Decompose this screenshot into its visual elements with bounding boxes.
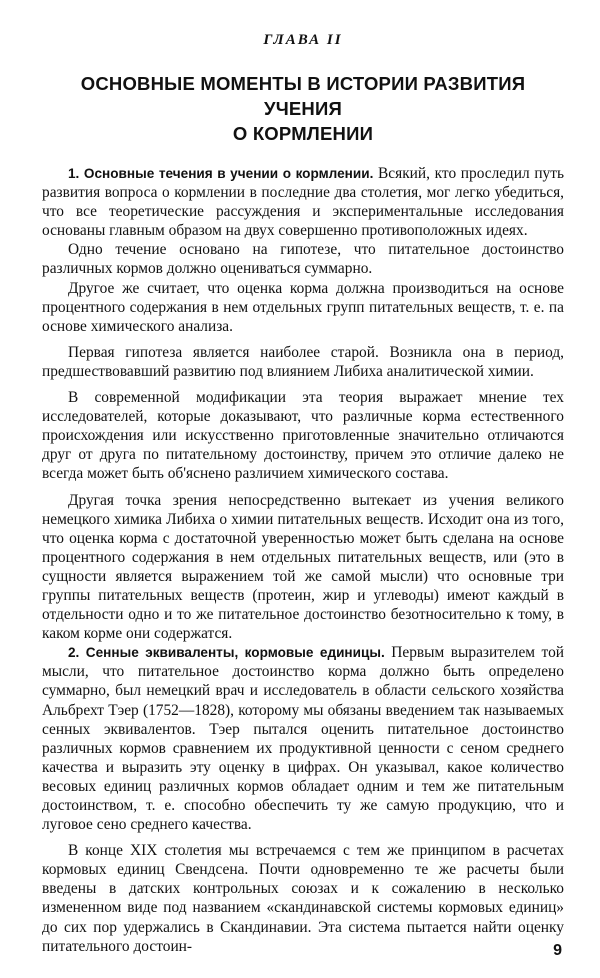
paragraph-2: Одно течение основано на гипотезе, что питательное достоинство различных кормов должно оцениваться суммарно. <box>42 241 564 278</box>
paragraph-5: В современной модификации эта теория выражает мнение тех исследователей, которые доказывают, что различные корма естественного происхождения или искусственно приготовленные значительно отличаются друг от друга по питательному достоинству, причем это отличие далеко не всегда может быть об'яснено различием химического состава. <box>42 389 564 483</box>
paragraph-4: Первая гипотеза является наиболее старой. Возникла она в период, предшествовавший развитию под влиянием Либиха аналитической химии. <box>42 343 564 380</box>
paragraph-7 <box>42 643 564 834</box>
paragraph-3: Другое же считает, что оценка корма должна производиться на основе процентного содержания в нем отдельных групп питательных веществ, т. е. па основе химического анализа. <box>42 279 564 335</box>
section-heading-1: 1. Основные течения в учении о кормлении. <box>68 166 374 181</box>
paragraph-1 <box>42 164 564 240</box>
chapter-title-line-2: О КОРМЛЕНИИ <box>232 123 374 144</box>
body-text <box>42 164 564 956</box>
paragraph-7-text: Первым выразителем той мысли, что питательное достоинство корма должно быть определено суммарно, был немецкий врач и исследователь в области сельского хозяйства Альбрехт Тэер (1752—1828), которому мы обязаны введением так называемых сенных эквивалентов. Тэер пытался оценить питательное достоинство различных кормов сравнением их продуктивной ценности с сеном среднего качества и выразить эту оценку в цифрах. Он указывал, какое количество весовых единиц различных кормов обладает одним и тем же питательным достоинством, т. е. способно обеспечить ту же самую продукцию, что и луговое сено среднего качества. <box>42 644 565 834</box>
chapter-title-line-1: ОСНОВНЫЕ МОМЕНТЫ В ИСТОРИИ РАЗВИТИЯ УЧЕНИЯ <box>80 73 526 119</box>
paragraph-8: В конце XIX столетия мы встречаемся с тем же принципом в расчетах кормовых единиц Свендсена. Почти одновременно те же расчеты были введены в датских контрольных союзах и к сожалению в несколько измененном виде под названием «скандинавской системы кормовых единиц» до сих пор удержались в Скандинавии. Эта система пытается найти оценку питательного достоин- <box>42 842 564 955</box>
chapter-title <box>42 71 564 146</box>
section-heading-2: 2. Сенные эквиваленты, кормовые единицы. <box>68 645 385 661</box>
page-number: 9 <box>553 942 562 959</box>
chapter-heading: ГЛАВА II <box>263 32 343 48</box>
paragraph-6: Другая точка зрения непосредственно вытекает из учения великого немецкого химика Либиха о химии питательных веществ. Исходит она из того, что оценка корма с достаточной уверенностью может быть сделана на основе процентного содержания в нем отдельных питательных веществ, или (это в сущности является выражением той же самой мысли) что основные три группы питательных веществ (протеин, жир и углеводы) имеют каждый в отдельности одно и то же питательное достоинство безотносительно к тому, в каком корме они содержатся. <box>42 491 564 643</box>
paragraph-1-text: Всякий, кто проследил путь развития вопроса о кормлении в последние два столетия, мог легко убедиться, что все теоретические рассуждения и экспериментальные исследования основаны главным образом на двух совершенно противоположных идеях. <box>42 165 564 240</box>
